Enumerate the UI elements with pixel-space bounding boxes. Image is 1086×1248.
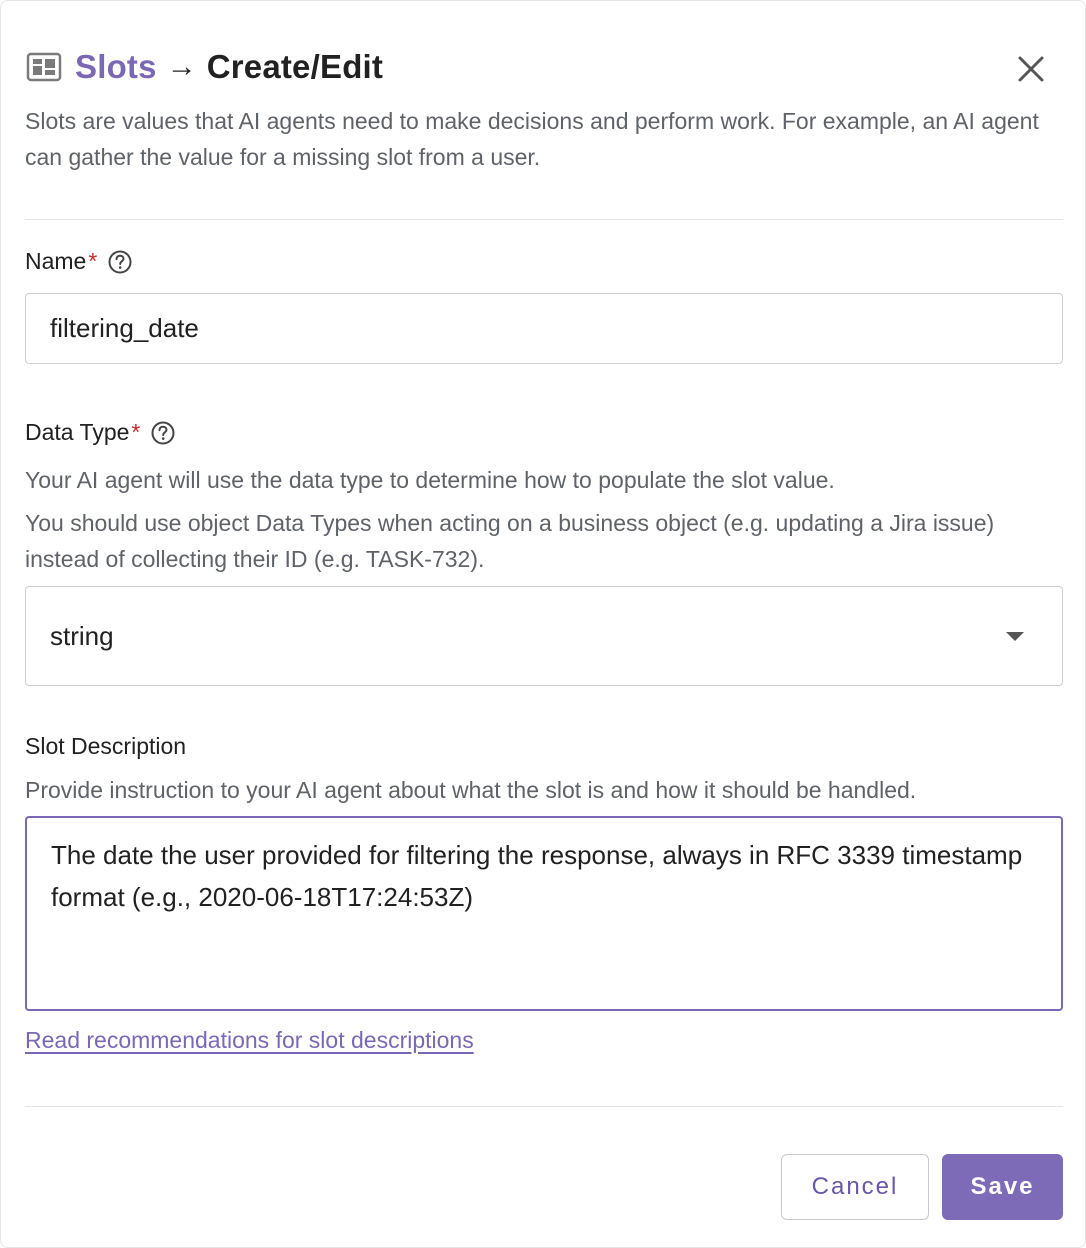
cancel-button[interactable]: Cancel — [781, 1154, 929, 1220]
required-marker: * — [131, 419, 141, 445]
data-type-help-1: Your AI agent will use the data type to determine how to populate the slot value. — [25, 467, 835, 493]
intro-text: Slots are values that AI agents need to make decisions and perform work. For example, an AI agent can gather the value for a missing slot from a user. — [25, 108, 1039, 170]
slot-description-help: Provide instruction to your AI agent about what the slot is and how it should be handled. — [25, 777, 917, 803]
data-type-help-2: You should use object Data Types when acting on a business object (e.g. updating a Jira issue) instead of collecting their ID (e.g. TASK-732). — [25, 510, 995, 572]
close-icon — [1017, 55, 1045, 83]
header-divider — [25, 219, 1063, 220]
breadcrumb-separator: → — [166, 50, 197, 83]
close-button[interactable] — [1011, 49, 1051, 89]
footer-divider — [25, 1106, 1063, 1107]
dialog-header — [25, 45, 383, 89]
breadcrumb-slots-link[interactable]: Slots — [75, 48, 157, 85]
help-icon[interactable] — [150, 420, 176, 446]
slot-description-label-text: Slot Description — [25, 733, 187, 759]
required-marker: * — [88, 248, 98, 274]
data-type-label — [25, 419, 176, 446]
data-type-select[interactable] — [25, 586, 1063, 686]
slots-icon — [25, 51, 63, 83]
recommendations-link[interactable]: Read recommendations for slot descriptions — [25, 1027, 474, 1053]
name-input[interactable]: filtering_date — [25, 293, 1063, 364]
slot-description-label — [25, 733, 186, 760]
slot-description-textarea[interactable]: The date the user provided for filtering the response, always in RFC 3339 timestamp format (e.g., 2020-06-18T17:24:53Z) — [25, 816, 1063, 1011]
help-icon[interactable] — [107, 249, 133, 275]
page-title: Create/Edit — [206, 48, 384, 85]
data-type-label-text: Data Type — [25, 419, 130, 445]
dropdown-caret-icon — [1006, 632, 1024, 641]
save-button[interactable]: Save — [942, 1154, 1063, 1220]
name-label-text: Name — [25, 248, 87, 274]
data-type-selected-value: string — [50, 620, 114, 651]
name-label — [25, 248, 133, 275]
